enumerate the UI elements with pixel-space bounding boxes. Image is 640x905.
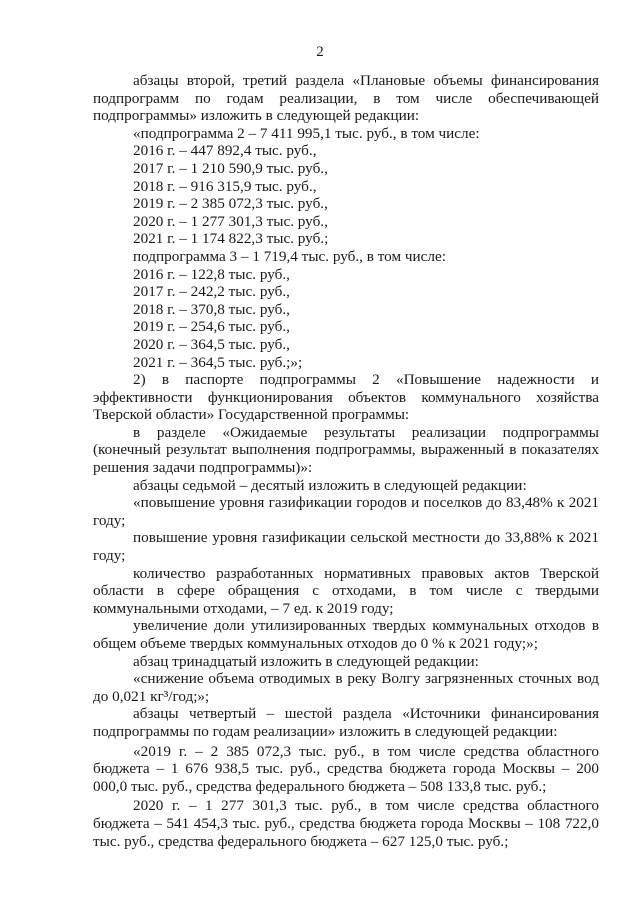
paragraph-gasification-cities: «повышение уровня газификации городов и поселков до 83,48% к 2021 году; <box>93 494 599 529</box>
line-subprogram-2-2020: 2020 г. – 1 277 301,3 тыс. руб., <box>133 212 328 230</box>
paragraph-passport-subprogram-2: 2) в паспорте подпрограммы 2 «Повышение надежности и эффективности функционирования объектов коммунального хозяйства Тверской области» Государственной программы: <box>93 371 599 424</box>
paragraph-funding-2020: 2020 г. – 1 277 301,3 тыс. руб., в том числе средства областного бюджета – 541 454,3 тыс. руб., средства бюджета города Москвы – 108 722,0 тыс. руб., средства федерального бюджета – 627 125,0 тыс. руб.; <box>93 797 599 850</box>
line-subprogram-3-2020: 2020 г. – 364,5 тыс. руб., <box>133 335 290 353</box>
line-subprogram-3-2019: 2019 г. – 254,6 тыс. руб., <box>133 318 290 336</box>
page-number: 2 <box>316 44 324 60</box>
paragraph-normative-acts: количество разработанных нормативных правовых актов Тверской области в сфере обращения с отходами, в том числе с твердыми коммунальными отходами, – 7 ед. к 2019 году; <box>93 564 599 617</box>
line-paragraph-13: абзац тринадцатый изложить в следующей редакции: <box>133 652 479 670</box>
line-subprogram-3-2016: 2016 г. – 122,8 тыс. руб., <box>133 265 290 283</box>
paragraph-gasification-rural: повышение уровня газификации сельской местности до 33,88% к 2021 году; <box>93 529 599 565</box>
paragraph-funding-sources-section: абзацы четвертый – шестой раздела «Источники финансирования подпрограммы по годам реализации» изложить в следующей редакции: <box>93 705 599 740</box>
line-subprogram-3-2018: 2018 г. – 370,8 тыс. руб., <box>133 300 290 318</box>
line-subprogram-2-2019: 2019 г. – 2 385 072,3 тыс. руб., <box>133 195 328 213</box>
line-subprogram-2-2016: 2016 г. – 447 892,4 тыс. руб., <box>133 142 317 160</box>
line-subprogram-2-2021: 2021 г. – 1 174 822,3 тыс. руб.; <box>133 230 329 248</box>
line-subprogram-3-total: подпрограмма 3 – 1 719,4 тыс. руб., в том числе: <box>133 247 446 265</box>
line-subprogram-2-total: «подпрограмма 2 – 7 411 995,1 тыс. руб., в том числе: <box>133 124 480 142</box>
line-subprogram-3-2017: 2017 г. – 242,2 тыс. руб., <box>133 283 290 301</box>
line-subprogram-2-2018: 2018 г. – 916 315,9 тыс. руб., <box>133 177 317 195</box>
paragraph-volga-wastewater: «снижение объема отводимых в реку Волгу загрязненных сточных вод до 0,021 кг³/год;»; <box>93 670 599 705</box>
paragraph-expected-results-section: в разделе «Ожидаемые результаты реализации подпрограммы (конечный результат выполнения подпрограммы, выраженный в показателях решения задачи подпрограммы)»: <box>93 423 599 477</box>
paragraph-amend-funding-volumes: абзацы второй, третий раздела «Плановые объемы финансирования подпрограмм по годам реализации, в том числе обеспечивающей подпрограммы» изложить в следующей редакции: <box>93 72 599 125</box>
line-subprogram-3-2021: 2021 г. – 364,5 тыс. руб.;»; <box>133 353 303 371</box>
line-paragraphs-7-10: абзацы седьмой – десятый изложить в следующей редакции: <box>133 476 527 494</box>
paragraph-funding-2019: «2019 г. – 2 385 072,3 тыс. руб., в том числе средства областного бюджета – 1 676 938,5 тыс. руб., средства бюджета города Москвы – 200 000,0 тыс. руб., средства федерального бюджета – 508 133,8 тыс. руб.; <box>93 742 599 795</box>
paragraph-waste-utilization: увеличение доли утилизированных твердых коммунальных отходов в общем объеме твердых коммунальных отходов до 0 % к 2021 году;»; <box>93 617 599 652</box>
document-body <box>93 72 599 850</box>
line-subprogram-2-2017: 2017 г. – 1 210 590,9 тыс. руб., <box>133 159 328 177</box>
